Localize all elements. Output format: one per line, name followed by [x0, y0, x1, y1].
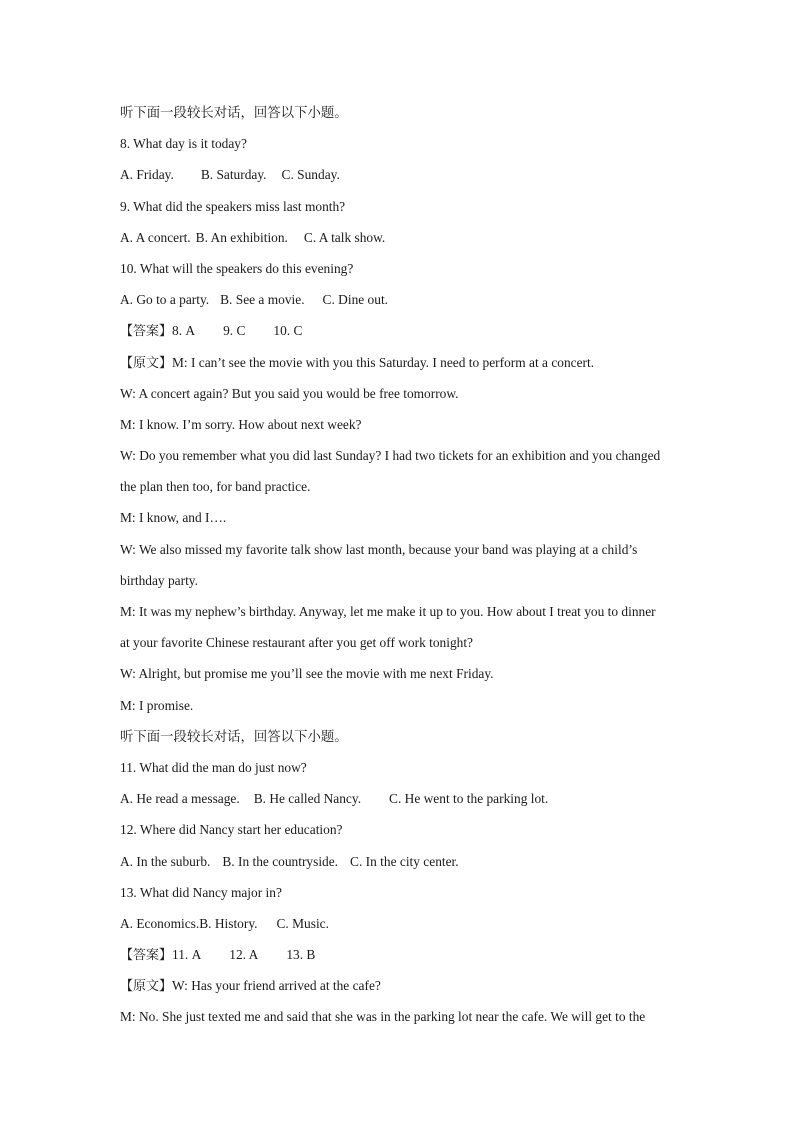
option-a: A. Go to a party.	[120, 292, 210, 308]
answer-item: 10. C	[273, 323, 303, 339]
transcript-line: M: I know. I’m sorry. How about next week?	[120, 416, 362, 432]
option-c: C. Music.	[276, 915, 329, 931]
transcript-line	[120, 975, 680, 1006]
option-b: B. History.	[199, 915, 258, 931]
question-13: 13. What did Nancy major in?	[120, 884, 282, 900]
answer-item: 13. B	[286, 947, 316, 963]
option-c: C. A talk show.	[303, 229, 386, 245]
answer-item: 11. A	[172, 947, 202, 963]
transcript-line	[120, 352, 680, 383]
option-b: B. See a movie.	[220, 292, 305, 308]
answer-item: 9. C	[223, 323, 246, 339]
answer-item: 8. A	[172, 323, 196, 339]
option-b: B. In the countryside.	[222, 853, 339, 869]
transcript-line: at your favorite Chinese restaurant after you get off work tonight?	[120, 635, 474, 651]
answer-line	[120, 944, 680, 975]
answer-line	[120, 320, 680, 351]
options-10	[120, 289, 680, 320]
options-13	[120, 913, 680, 944]
options-11	[120, 788, 680, 819]
option-c: C. Sunday.	[281, 167, 340, 183]
section-heading: 听下面一段较长对话，回答以下小题。	[120, 105, 348, 120]
option-a: A. Economics.	[120, 915, 200, 931]
transcript-line: W: Do you remember what you did last Sunday? I had two tickets for an exhibition and you changed	[120, 448, 661, 464]
transcript-line: W: A concert again? But you said you would be free tomorrow.	[120, 385, 459, 401]
options-12	[120, 851, 680, 882]
question-10: 10. What will the speakers do this evening?	[120, 260, 354, 276]
options-8	[120, 164, 680, 195]
transcript-line: birthday party.	[120, 572, 198, 588]
options-9	[120, 227, 680, 258]
transcript-line: M: I know, and I….	[120, 510, 227, 526]
answer-label: 【答案】	[120, 324, 173, 340]
option-a: A. He read a message.	[120, 791, 240, 807]
transcript-line: M: I promise.	[120, 697, 194, 713]
option-a: A. In the suburb.	[120, 853, 211, 869]
answer-item: 12. A	[229, 947, 259, 963]
option-c: C. In the city center.	[350, 853, 459, 869]
transcript-text: M: I can’t see the movie with you this Saturday. I need to perform at a concert.	[172, 354, 595, 370]
transcript-text: W: Has your friend arrived at the cafe?	[172, 978, 381, 994]
transcript-label: 【原文】	[120, 979, 173, 995]
question-8: 8. What day is it today?	[120, 136, 247, 152]
transcript-label: 【原文】	[120, 355, 173, 371]
option-c: C. He went to the parking lot.	[389, 791, 549, 807]
transcript-line: the plan then too, for band practice.	[120, 479, 311, 495]
question-9: 9. What did the speakers miss last month?	[120, 198, 346, 214]
option-a: A. Friday.	[120, 167, 174, 183]
option-b: B. Saturday.	[200, 167, 267, 183]
document-content	[120, 102, 680, 1038]
question-12: 12. Where did Nancy start her education?	[120, 822, 343, 838]
section-heading: 听下面一段较长对话，回答以下小题。	[120, 728, 348, 744]
option-a: A. A concert.	[120, 229, 191, 245]
answer-label: 【答案】	[120, 948, 173, 964]
transcript-line: M: No. She just texted me and said that she was in the parking lot near the cafe. We will get to the	[120, 1009, 646, 1025]
option-b: B. He called Nancy.	[253, 791, 362, 807]
transcript-line: W: Alright, but promise me you’ll see the movie with me next Friday.	[120, 666, 494, 682]
transcript-line: W: We also missed my favorite talk show last month, because your band was playing at a child’s	[120, 541, 638, 557]
transcript-line: M: It was my nephew’s birthday. Anyway, let me make it up to you. How about I treat you to dinner	[120, 604, 656, 619]
option-c: C. Dine out.	[322, 292, 389, 308]
question-11: 11. What did the man do just now?	[120, 759, 307, 775]
option-b: B. An exhibition.	[195, 229, 288, 245]
